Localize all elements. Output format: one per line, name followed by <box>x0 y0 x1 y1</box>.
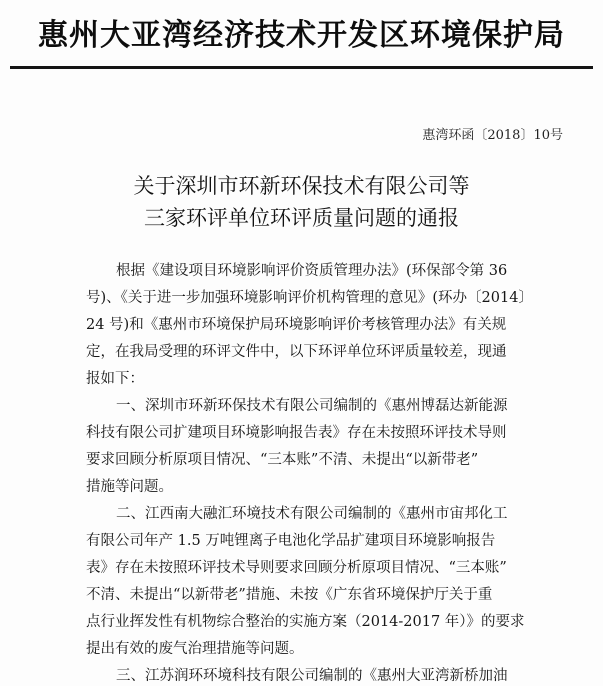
body-line: 提出有效的废气治理措施等问题。 <box>86 641 304 657</box>
title-line: 关于深圳市环新环保技术有限公司等 <box>133 174 470 198</box>
masthead-rule <box>10 66 593 69</box>
body-line: 不清、未提出“以新带老”措施、未按《广东省环境保护厅关于重 <box>86 587 493 603</box>
body-line: 措施等问题。 <box>86 479 173 495</box>
body-line: 科技有限公司扩建项目环境影响报告表》存在未按照环评技术导则 <box>86 425 507 441</box>
body-line: 一、深圳市环新环保技术有限公司编制的《惠州博磊达新能源 <box>116 398 508 414</box>
body-line: 三、江苏润环环境科技有限公司编制的《惠州大亚湾新桥加油 <box>116 668 508 684</box>
body-line: 表》存在未按照环评技术导则要求回顾分析原项目情况、“三本账” <box>86 560 507 576</box>
body-line: 二、江西南大融汇环境技术有限公司编制的《惠州市宙邦化工 <box>116 506 508 522</box>
document-title <box>0 170 603 234</box>
document-number: 惠湾环函〔2018〕10号 <box>422 128 563 143</box>
body-line: 定，在我局受理的环评文件中，以下环评单位环评质量较差，现通 <box>86 344 507 360</box>
body-line: 有限公司年产 1.5 万吨锂离子电池化学品扩建项目环境影响报告 <box>86 533 496 549</box>
masthead-org-name: 惠州大亚湾经济技术开发区环境保护局 <box>38 18 565 53</box>
body-line: 要求回顾分析原项目情况、“三本账”不清、未提出“以新带老” <box>86 452 479 468</box>
body-line: 24 号)和《惠州市环境保护局环境影响评价考核管理办法》有关规 <box>86 317 507 333</box>
document-body <box>86 258 594 690</box>
body-line: 报如下： <box>86 371 144 387</box>
body-line: 点行业挥发性有机物综合整治的实施方案（2014-2017 年）》的要求 <box>86 614 525 630</box>
body-line: 号)、《关于进一步加强环境影响评价机构管理的意见》(环办〔2014〕 <box>86 290 533 306</box>
body-line: 根据《建设项目环境影响评价资质管理办法》(环保部令第 36 <box>116 263 508 279</box>
title-line: 三家环评单位环评质量问题的通报 <box>144 206 459 230</box>
